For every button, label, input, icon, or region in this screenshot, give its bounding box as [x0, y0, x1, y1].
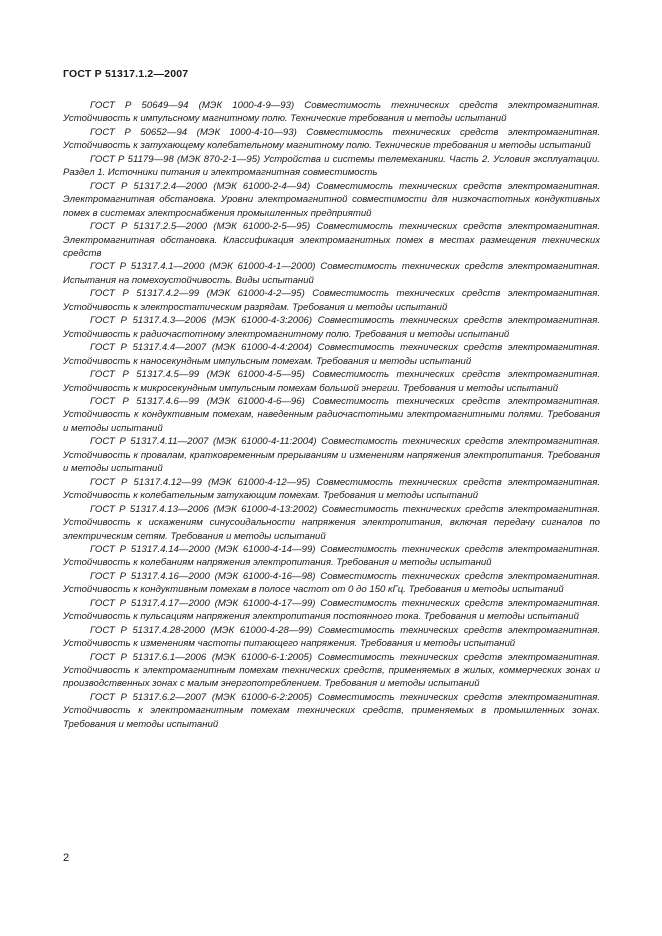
reference-item: ГОСТ Р 51317.4.2—99 (МЭК 61000-4-2—95) Совместимость технических средств электромагнитная. Устойчивость к электростатическим разрядам. Требования и методы испытаний [63, 288, 600, 313]
reference-item: ГОСТ Р 50652—94 (МЭК 1000-4-10—93) Совместимость технических средств электромагнитная. Устойчивость к затухающему колебательному магнитному полю. Технические требования и методы испытаний [63, 126, 600, 152]
reference-item: ГОСТ Р 51317.4.6—99 (МЭК 61000-4-6—96) Совместимость технических средств электромагнитная. Устойчивость к кондуктивным помехам, наведенным радиочастотными электромагнитными полями. Требования и методы испытаний [63, 395, 600, 434]
reference-item: ГОСТ Р 51317.2.4—2000 (МЭК 61000-2-4—94) Совместимость технических средств электромагнитная. Электромагнитная обстановка. Уровни электромагнитной совместимости для низкочастотных кондуктивных помех в системах электроснабжения промышленных предприятий [63, 180, 600, 219]
reference-item: ГОСТ Р 51317.2.5—2000 (МЭК 61000-2-5—95) Совместимость технических средств электромагнитная. Электромагнитная обстановка. Классификация электромагнитных помех в местах размещения технических средств [63, 221, 600, 259]
reference-item: ГОСТ Р 51317.4.1—2000 (МЭК 61000-4-1—2000) Совместимость технических средств электромагнитная. Испытания на помехоустойчивость. Виды испытаний [63, 261, 600, 286]
reference-item: ГОСТ Р 51317.4.17—2000 (МЭК 61000-4-17—99) Совместимость технических средств электромагнитная. Устойчивость к пульсациям напряжения электропитания постоянного тока. Требования и методы испытаний [63, 597, 600, 623]
reference-item: ГОСТ Р 51317.4.13—2006 (МЭК 61000-4-13:2002) Совместимость технических средств электромагнитная. Устойчивость к искажениям синусоидальности напряжения электропитания, включая передачу сигналов по электрическим сетям. Требования и методы испытаний [63, 503, 600, 542]
reference-item: ГОСТ Р 51317.6.1—2006 (МЭК 61000-6-1:2005) Совместимость технических средств электромагнитная. Устойчивость к электромагнитным помехам технических средств, применяемых в жилых, коммерческих зонах и производственных зонах с малым энергопотреблением. Требования и методы испытаний [63, 651, 600, 690]
reference-item: ГОСТ Р 51317.4.3—2006 (МЭК 61000-4-3:2006) Совместимость технических средств электромагнитная. Устойчивость к радиочастотному электромагнитному полю. Требования и методы испытаний [63, 315, 600, 340]
reference-item: ГОСТ Р 51317.4.28-2000 (МЭК 61000-4-28—99) Совместимость технических средств электромагнитная. Устойчивость к изменениям частоты питающего напряжения. Требования и методы испытаний [63, 624, 600, 650]
reference-item: ГОСТ Р 51317.4.4—2007 (МЭК 61000-4-4:2004) Совместимость технических средств электромагнитная. Устойчивость к наносекундным импульсным помехам. Требования и методы испытаний [63, 342, 600, 367]
page-number: 2 [63, 852, 70, 864]
reference-item: ГОСТ Р 51317.4.11—2007 (МЭК 61000-4-11:2004) Совместимость технических средств электромагнитная. Устойчивость к провалам, кратковременным прерываниям и изменениям напряжения электропитания. Требования и методы испытаний [63, 436, 600, 475]
normative-references [63, 99, 600, 731]
reference-item: ГОСТ Р 51179—98 (МЭК 870-2-1—95) Устройства и системы телемеханики. Часть 2. Условия эксплуатации. Раздел 1. Источники питания и электромагнитная совместимость [63, 153, 600, 179]
reference-item: ГОСТ Р 51317.4.12—99 (МЭК 61000-4-12—95) Совместимость технических средств электромагнитная. Устойчивость к колебательным затухающим помехам. Требования и методы испытаний [63, 476, 600, 502]
document-header: ГОСТ Р 51317.1.2—2007 [63, 68, 189, 80]
reference-item: ГОСТ Р 51317.4.14—2000 (МЭК 61000-4-14—99) Совместимость технических средств электромагнитная. Устойчивость к колебаниям напряжения электропитания. Требования и методы испытаний [63, 543, 600, 569]
reference-item: ГОСТ Р 51317.4.5—99 (МЭК 61000-4-5—95) Совместимость технических средств электромагнитная. Устойчивость к микросекундным импульсным помехам большой энергии. Требования и методы испытаний [63, 369, 600, 394]
reference-item: ГОСТ Р 50649—94 (МЭК 1000-4-9—93) Совместимость технических средств электромагнитная. Устойчивость к импульсному магнитному полю. Технические требования и методы испытаний [63, 100, 600, 125]
reference-item: ГОСТ Р 51317.6.2—2007 (МЭК 61000-6-2:2005) Совместимость технических средств электромагнитная. Устойчивость к электромагнитным помехам технических средств, применяемых в промышленных зонах. Требования и методы испытаний [63, 691, 600, 730]
reference-item: ГОСТ Р 51317.4.16—2000 (МЭК 61000-4-16—98) Совместимость технических средств электромагнитная. Устойчивость к кондуктивным помехам в полосе частот от 0 до 150 кГц. Требования и методы испытаний [63, 570, 600, 596]
